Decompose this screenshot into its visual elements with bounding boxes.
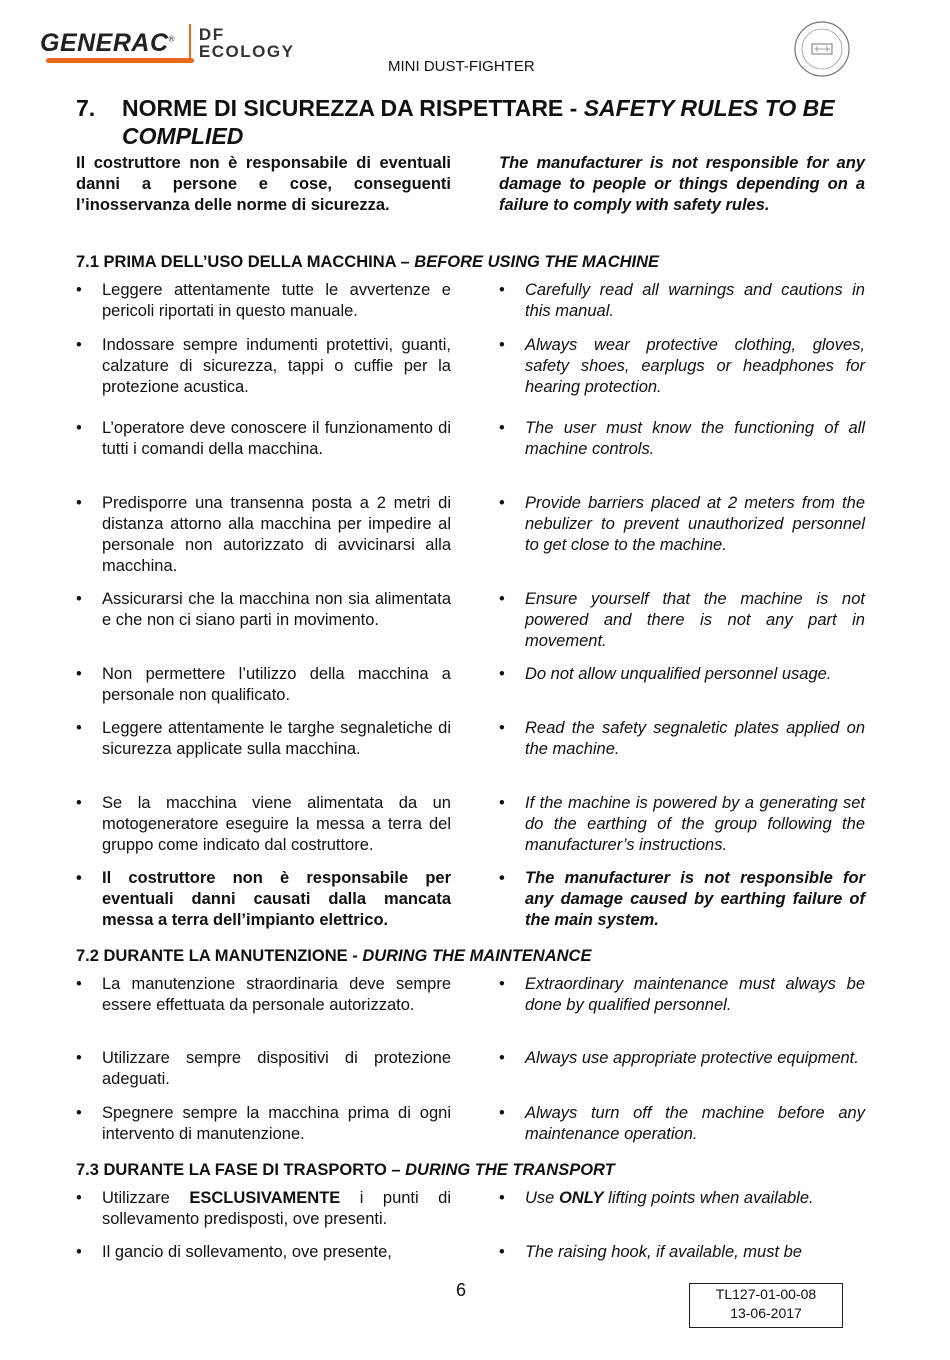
bullet: • (76, 1049, 82, 1067)
subsection-heading-7-2: 7.2 DURANTE LA MANUTENZIONE - DURING THE MAINTENANCE (76, 947, 592, 965)
section-number: 7. (76, 95, 96, 121)
list-item: • The manufacturer is not responsible for any damage caused by earthing failure of the main system. (499, 869, 865, 929)
list-item: • Use ONLY lifting points when available. (499, 1189, 814, 1207)
logo-separator (189, 24, 191, 62)
list-item: • Provide barriers placed at 2 meters from the nebulizer to prevent unauthorized personnel to get close to the machine. (499, 494, 865, 554)
bullet: • (499, 869, 505, 887)
list-item: • The raising hook, if available, must be (499, 1243, 802, 1261)
list-item: • Read the safety segnaletic plates applied on the machine. (499, 719, 865, 758)
logo-ecology: ECOLOGY (198, 42, 295, 61)
list-item: • Il gancio di sollevamento, ove presente, (76, 1243, 392, 1261)
list-item: • Utilizzare ESCLUSIVAMENTE i punti di sollevamento predisposti, ove presenti. (76, 1189, 451, 1228)
bullet: • (76, 719, 82, 737)
bullet: • (499, 975, 505, 993)
bullet: • (76, 1104, 82, 1122)
list-item: • Ensure yourself that the machine is not powered and there is not any part in movement. (499, 590, 865, 650)
logo-brand: GENERAC (40, 28, 169, 57)
list-item: • Always use appropriate protective equipment. (499, 1049, 859, 1067)
intro-english: The manufacturer is not responsible for any damage to people or things depending on a failure to comply with safety rules. (499, 154, 865, 214)
bullet: • (499, 1104, 505, 1122)
bullet: • (499, 494, 505, 512)
logo-registered-mark: ® (168, 34, 175, 44)
bullet: • (76, 1243, 82, 1261)
bullet: • (499, 719, 505, 737)
document-subtitle: MINI DUST-FIGHTER (388, 58, 535, 75)
document-date: 13-06-2017 (730, 1305, 802, 1321)
bullet: • (76, 590, 82, 608)
list-item: • La manutenzione straordinaria deve sempre essere effettuata da personale autorizzato. (76, 975, 451, 1014)
bullet: • (76, 494, 82, 512)
list-item: • Predisporre una transenna posta a 2 metri di distanza attorno alla macchina per impedire al personale non autorizzato di avvicinarsi alla macchina. (76, 494, 451, 575)
list-item: • Do not allow unqualified personnel usage. (499, 665, 832, 683)
list-item: • Leggere attentamente le targhe segnaletiche di sicurezza applicate sulla macchina. (76, 719, 451, 758)
bullet: • (76, 869, 82, 887)
list-item: • Assicurarsi che la macchina non sia alimentata e che non ci siano parti in movimento. (76, 590, 451, 629)
list-item: • Il costruttore non è responsabile per eventuali danni causati dalla mancata messa a terra dell’impianto elettrico. (76, 869, 451, 929)
list-item: • L’operatore deve conoscere il funzionamento di tutti i comandi della macchina. (76, 419, 451, 458)
title-english: SAFETY RULES TO BE COMPLIED (122, 95, 835, 149)
bullet: • (499, 419, 505, 437)
bullet: • (499, 1243, 505, 1261)
document-code-box (689, 1283, 843, 1328)
list-item: • Se la macchina viene alimentata da un motogeneratore eseguire la messa a terra del gruppo come indicato dal costruttore. (76, 794, 451, 854)
section-title (76, 94, 866, 150)
list-item: • Utilizzare sempre dispositivi di protezione adeguati. (76, 1049, 451, 1088)
certification-seal-icon (793, 20, 851, 78)
bullet: • (499, 1189, 505, 1207)
list-item: • Leggere attentamente tutte le avvertenze e pericoli riportati in questo manuale. (76, 281, 451, 320)
bullet: • (499, 665, 505, 683)
list-item: • The user must know the functioning of all machine controls. (499, 419, 865, 458)
generac-df-ecology-logo (40, 24, 294, 62)
bullet: • (76, 419, 82, 437)
bullet: • (499, 590, 505, 608)
logo-swoosh (46, 58, 194, 63)
list-item: • Always wear protective clothing, gloves, safety shoes, earplugs or headphones for hearing protection. (499, 336, 865, 396)
list-item: • Non permettere l’utilizzo della macchina a personale non qualificato. (76, 665, 451, 704)
page-header (0, 0, 950, 90)
list-item: • Extraordinary maintenance must always be done by qualified personnel. (499, 975, 865, 1014)
list-item: • Spegnere sempre la macchina prima di ogni intervento di manutenzione. (76, 1104, 451, 1143)
intro-italian: Il costruttore non è responsabile di eventuali danni a persone e cose, conseguenti l’inosservanza delle norme di sicurezza. (76, 154, 451, 214)
list-item: • Indossare sempre indumenti protettivi, guanti, calzature di sicurezza, tappi o cuffie per la protezione acustica. (76, 336, 451, 396)
subsection-heading-7-3: 7.3 DURANTE LA FASE DI TRASPORTO – DURING THE TRANSPORT (76, 1161, 615, 1179)
subsection-heading-7-1: 7.1 PRIMA DELL’USO DELLA MACCHINA – BEFORE USING THE MACHINE (76, 253, 660, 271)
bullet: • (499, 281, 505, 299)
bullet: • (499, 1049, 505, 1067)
bullet: • (76, 665, 82, 683)
bullet: • (76, 975, 82, 993)
bullet: • (76, 1189, 82, 1207)
logo-df: DF (198, 25, 225, 44)
bullet: • (76, 281, 82, 299)
page-number: 6 (456, 1280, 467, 1300)
bullet: • (76, 794, 82, 812)
bullet: • (499, 336, 505, 354)
title-italian: NORME DI SICUREZZA DA RISPETTARE - (122, 95, 584, 121)
list-item: • Always turn off the machine before any maintenance operation. (499, 1104, 865, 1143)
bullet: • (76, 336, 82, 354)
document-code: TL127-01-00-08 (715, 1286, 817, 1302)
list-item: • If the machine is powered by a generating set do the earthing of the group following the manufacturer’s instructions. (499, 794, 865, 854)
bullet: • (499, 794, 505, 812)
list-item: • Carefully read all warnings and cautions in this manual. (499, 281, 865, 320)
